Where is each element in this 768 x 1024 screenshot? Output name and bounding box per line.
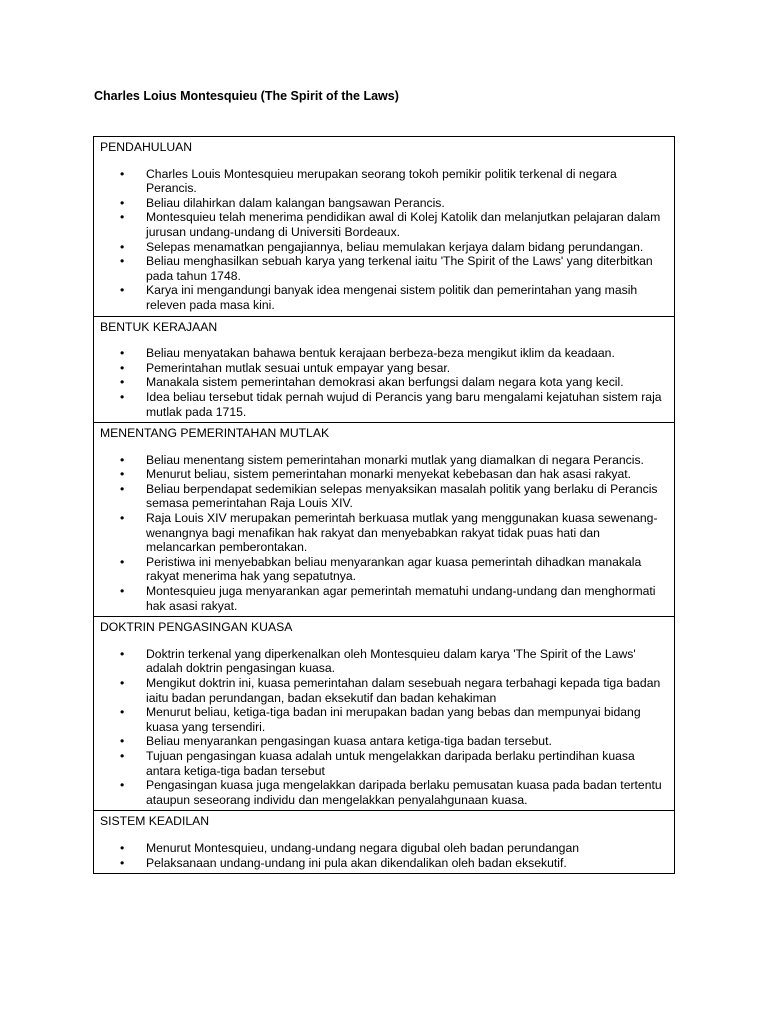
bullet-list bbox=[100, 453, 668, 614]
section-heading: PENDAHULUAN bbox=[100, 140, 193, 154]
section-heading: DOKTRIN PENGASINGAN KUASA bbox=[100, 620, 293, 635]
section-cell bbox=[94, 811, 675, 874]
list-item: • Selepas menamatkan pengajiannya, beliau memulakan kerjaya dalam bidang perundangan. bbox=[100, 240, 668, 255]
list-item: • Peristiwa ini menyebabkan beliau menyarankan agar kuasa pemerintah dihadkan manakala rakyat menerima hak yang sepatutnya. bbox=[100, 555, 668, 584]
list-item: • Montesquieu juga menyarankan agar pemerintah mematuhi undang-undang dan menghormati hak asasi rakyat. bbox=[100, 584, 668, 613]
list-item: • Menurut beliau, sistem pemerintahan monarki menyekat kebebasan dan hak asasi rakyat. bbox=[100, 467, 668, 482]
section-heading: SISTEM KEADILAN bbox=[100, 814, 210, 829]
section-heading: MENENTANG PEMERINTAHAN MUTLAK bbox=[100, 426, 330, 441]
list-item: • Idea beliau tersebut tidak pernah wujud di Perancis yang baru mengalami kejatuhan sistem raja mutlak pada 1715. bbox=[100, 390, 668, 419]
list-item: • Menurut Montesquieu, undang-undang negara digubal oleh badan perundangan bbox=[100, 841, 668, 856]
list-item: • Pengasingan kuasa juga mengelakkan daripada berlaku pemusatan kuasa pada badan tertentu ataupun seseorang individu dan mengelakkan penyalahgunaan kuasa. bbox=[100, 778, 668, 807]
list-item: • Pemerintahan mutlak sesuai untuk empayar yang besar. bbox=[100, 361, 668, 376]
list-item: • Menurut beliau, ketiga-tiga badan ini merupakan badan yang bebas dan mempunyai bidang kuasa yang tersendiri. bbox=[100, 705, 668, 734]
list-item: • Beliau menyatakan bahawa bentuk kerajaan berbeza-beza mengikut iklim da keadaan. bbox=[100, 346, 668, 361]
list-item: • Montesquieu telah menerima pendidikan awal di Kolej Katolik dan melanjutkan pelajaran dalam jurusan undang-undang di Universiti Bordeaux. bbox=[100, 210, 668, 239]
section-heading: BENTUK KERAJAAN bbox=[100, 319, 218, 334]
section-cell bbox=[94, 423, 675, 617]
section-doktrin-pengasingan-kuasa bbox=[94, 617, 675, 811]
list-item: • Beliau dilahirkan dalam kalangan bangsawan Perancis. bbox=[100, 196, 668, 211]
list-item: • Beliau menghasilkan sebuah karya yang terkenal iaitu 'The Spirit of the Laws' yang diterbitkan pada tahun 1748. bbox=[100, 254, 668, 283]
list-item: • Raja Louis XIV merupakan pemerintah berkuasa mutlak yang menggunakan kuasa sewenang-wenangnya bagi menafikan hak rakyat dan menyebabkan rakyat tidak puas hati dan melancarkan pemberontakan. bbox=[100, 511, 668, 555]
bullet-list bbox=[100, 841, 668, 870]
list-item: • Charles Louis Montesquieu merupakan seorang tokoh pemikir politik terkenal di negara Perancis. bbox=[100, 167, 668, 196]
bullet-list bbox=[100, 346, 668, 419]
section-sistem-keadilan bbox=[94, 811, 675, 874]
section-cell bbox=[94, 137, 675, 317]
section-menentang-pemerintahan-mutlak bbox=[94, 423, 675, 617]
list-item: • Doktrin terkenal yang diperkenalkan oleh Montesquieu dalam karya 'The Spirit of the Laws' adalah doktrin pengasingan kuasa. bbox=[100, 647, 668, 676]
bullet-list bbox=[100, 647, 668, 808]
section-cell bbox=[94, 617, 675, 811]
list-item: • Beliau menentang sistem pemerintahan monarki mutlak yang diamalkan di negara Perancis. bbox=[100, 453, 668, 468]
list-item: • Beliau menyarankan pengasingan kuasa antara ketiga-tiga badan tersebut. bbox=[100, 734, 668, 749]
content-table bbox=[93, 136, 675, 874]
section-cell bbox=[94, 316, 675, 423]
section-pendahuluan bbox=[94, 137, 675, 317]
list-item: • Mengikut doktrin ini, kuasa pemerintahan dalam sesebuah negara terbahagi kepada tiga badan iaitu badan perundangan, badan eksekutif dan badan kehakiman bbox=[100, 676, 668, 705]
document-title: Charles Loius Montesquieu (The Spirit of the Laws) bbox=[94, 89, 399, 103]
list-item: • Manakala sistem pemerintahan demokrasi akan berfungsi dalam negara kota yang kecil. bbox=[100, 375, 668, 390]
list-item: • Pelaksanaan undang-undang ini pula akan dikendalikan oleh badan eksekutif. bbox=[100, 856, 668, 871]
bullet-list bbox=[100, 167, 668, 313]
list-item: • Karya ini mengandungi banyak idea mengenai sistem politik dan pemerintahan yang masih releven pada masa kini. bbox=[100, 283, 668, 312]
list-item: • Tujuan pengasingan kuasa adalah untuk mengelakkan daripada berlaku pertindihan kuasa antara ketiga-tiga badan tersebut bbox=[100, 749, 668, 778]
list-item: • Beliau berpendapat sedemikian selepas menyaksikan masalah politik yang berlaku di Perancis semasa pemerintahan Raja Louis XIV. bbox=[100, 482, 668, 511]
section-bentuk-kerajaan bbox=[94, 316, 675, 423]
